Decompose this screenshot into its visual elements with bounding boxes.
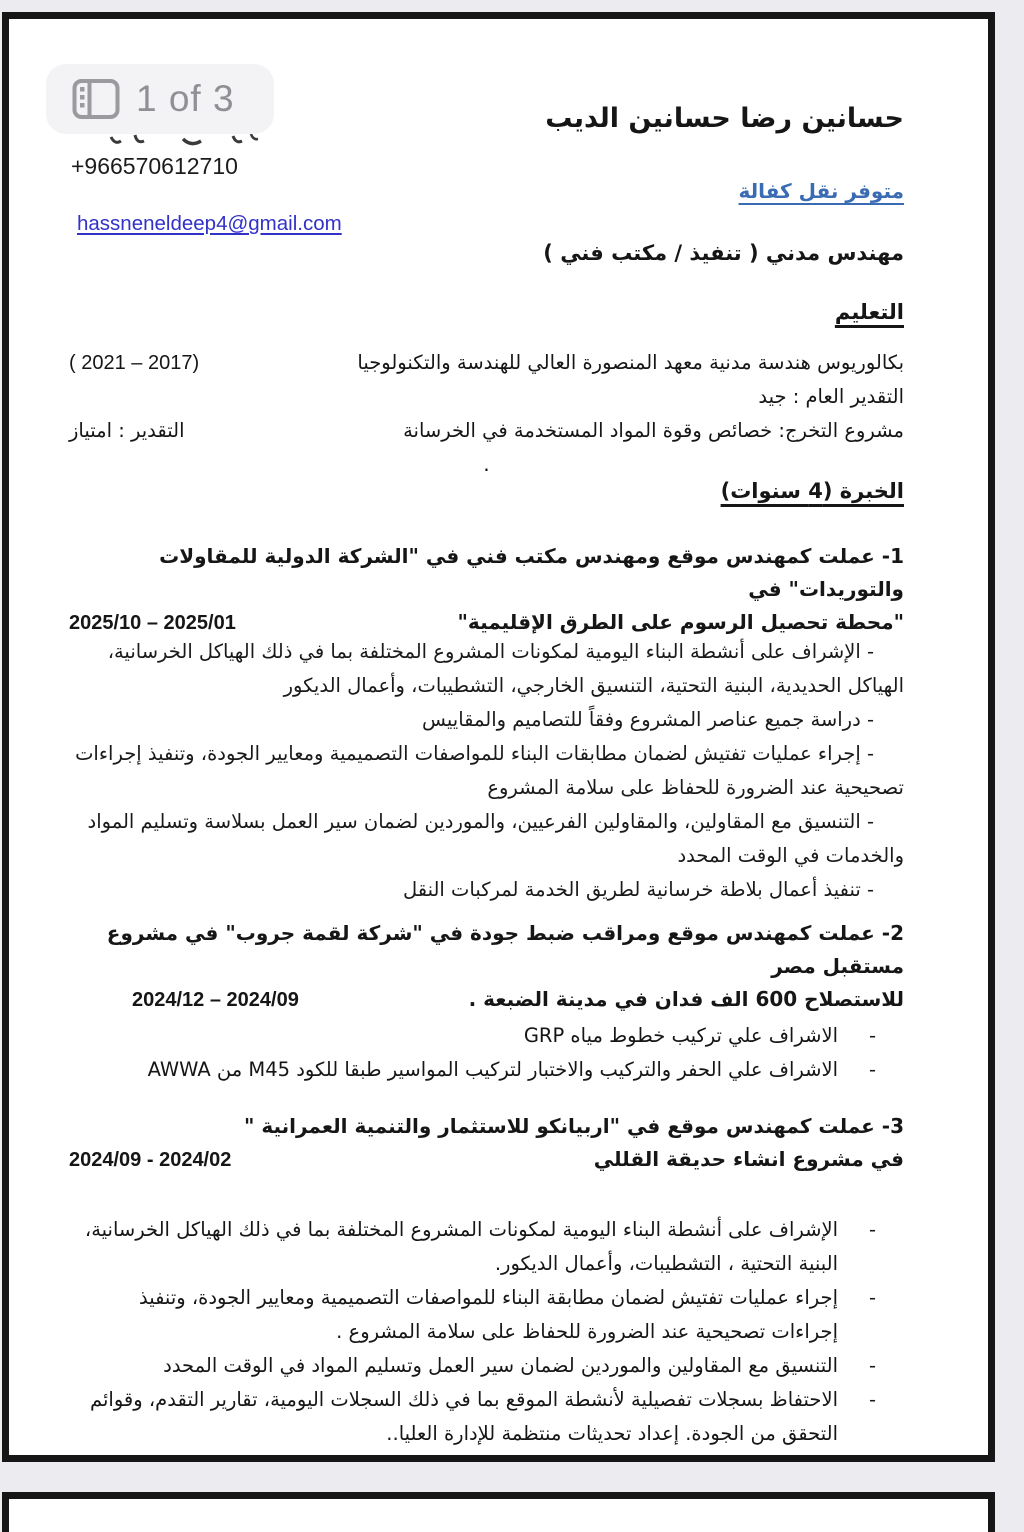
- job2-dates: 2024/12 – 2024/09: [132, 989, 299, 1011]
- job2-title: [69, 917, 904, 1017]
- job1-bullet: - تنفيذ أعمال بلاطة خرسانية لطريق الخدمة لمركبات النقل: [402, 878, 874, 901]
- page-indicator-label: 1 of 3: [136, 78, 235, 119]
- job3-title-line2: في مشروع انشاء حديقة القللي: [593, 1147, 904, 1171]
- job2-bullets: [69, 1019, 904, 1087]
- education-degree: بكالوريوس هندسة مدنية معهد المنصورة العالي للهندسة والتكنولوجيا: [357, 351, 904, 374]
- education-degree-row: [69, 346, 904, 380]
- job3-title-row2: [69, 1143, 904, 1177]
- bullet-dash: -: [868, 1218, 876, 1241]
- education-heading: التعليم: [834, 300, 904, 324]
- job3-bullet: الاحتفاظ بسجلات تفصيلية لأنشطة الموقع بما في ذلك السجلات اليومية، تقارير التقدم، وقوائم التحقق من الجودة. إعداد تحديثات منتظمة للإدارة العليا..: [90, 1388, 838, 1445]
- phone-number: +966570612710: [71, 153, 238, 179]
- bullet-dash: -: [868, 1388, 876, 1411]
- job1-bullet: - إجراء عمليات تفتيش لضمان مطابقات البناء للمواصفات التصميمية ومعايير الجودة، وتنفيذ إجراءات تصحيحية عند الضرورة للحفاظ على سلامة المشروع: [75, 742, 904, 799]
- bullet-dash: -: [868, 1024, 876, 1047]
- job1-bullet: - دراسة جميع عناصر المشروع وفقاً للتصاميم والمقاييس: [422, 708, 874, 731]
- education-trailing-dot: .: [483, 453, 490, 476]
- education-section: [69, 346, 904, 482]
- job2-bullet: الاشراف علي الحفر والتركيب والاختبار لتركيب المواسير طبقا للكود M45 من AWWA: [147, 1058, 838, 1081]
- job3-title: [69, 1110, 904, 1177]
- job3-bullet-row: [69, 1213, 904, 1281]
- job1-dates: 2025/10 – 2025/01: [69, 612, 236, 634]
- job2-bullet: الاشراف علي تركيب خطوط مياه GRP: [523, 1024, 838, 1047]
- job1-title-line2: "محطة تحصيل الرسوم على الطرق الإقليمية": [457, 610, 904, 634]
- candidate-job-title: مهندس مدني ( تنفيذ / مكتب فني ): [543, 241, 904, 265]
- job3-bullet: إجراء عمليات تفتيش لضمان مطابقة البناء للمواصفات التصميمية ومعايير الجودة، وتنفيذ إجراءات تصحيحية عند الضرورة للحفاظ على سلامة المشروع .: [138, 1286, 838, 1343]
- email-link[interactable]: hassneneldeep4@gmail.com: [77, 212, 342, 235]
- bullet-dash: -: [868, 1286, 876, 1309]
- job2-title-line2: للاستصلاح 600 الف فدان في مدينة الضبعة .: [468, 987, 904, 1011]
- job3-bullet-row: [69, 1383, 904, 1451]
- job3-bullets: [69, 1213, 904, 1451]
- job3-bullet-row: [69, 1281, 904, 1349]
- job2-title-line1: 2- عملت كمهندس موقع ومراقب ضبط جودة في "شركة لقمة جروب" في مشروع مستقبل مصر: [106, 921, 904, 978]
- sidebar-thumbnails-icon: [72, 78, 120, 120]
- page-indicator-pill[interactable]: [46, 64, 274, 134]
- education-project-row: [69, 414, 904, 448]
- education-grade: التقدير العام : جيد: [758, 385, 904, 408]
- bullet-dash: -: [868, 1354, 876, 1377]
- job3-title-line1: 3- عملت كمهندس موقع في "اربيانكو للاستثمار والتنمية العمرانية ": [243, 1114, 904, 1138]
- job1-bullet: - الإشراف على أنشطة البناء اليومية لمكونات المشروع المختلفة بما في ذلك الهياكل الخرسانية، الهياكل الحديدية، البنية التحتية، التنسيق الخارجي، التشطيبات، وأعمال الديكور: [107, 640, 904, 697]
- job2-bullet-row: [69, 1053, 904, 1087]
- bullet-dash: -: [868, 1058, 876, 1081]
- sponsorship-note: متوفر نقل كفالة: [738, 179, 904, 203]
- job1-title: [69, 540, 904, 640]
- job2-title-row2: [69, 983, 904, 1017]
- education-degree-dates: ( 2021 – 2017): [69, 352, 200, 374]
- job3-bullet: التنسيق مع المقاولين والموردين لضمان سير العمل وتسليم المواد في الوقت المحدد: [163, 1354, 838, 1377]
- candidate-name: حسانين رضا حسانين الديب: [545, 103, 904, 134]
- job3-bullet: الإشراف على أنشطة البناء اليومية لمكونات المشروع المختلفة بما في ذلك الهياكل الخرسانية، البنية التحتية ، التشطيبات، وأعمال الديكور.: [84, 1218, 838, 1275]
- document-page-1: [2, 12, 995, 1462]
- job3-dates: 2024/09 - 2024/02: [69, 1149, 232, 1171]
- job1-title-line1: 1- عملت كمهندس موقع ومهندس مكتب فني في "الشركة الدولية للمقاولات والتوريدات" في: [159, 544, 904, 601]
- job1-bullets: [69, 635, 904, 907]
- job1-bullet: - التنسيق مع المقاولين، والمقاولين الفرعيين، والموردين لضمان سير العمل بسلاسة وتسليم المواد والخدمات في الوقت المحدد: [87, 810, 904, 867]
- education-project: مشروع التخرج: خصائص وقوة المواد المستخدمة في الخرسانة: [403, 419, 904, 442]
- job2-bullet-row: [69, 1019, 904, 1053]
- job3-bullet-row: [69, 1349, 904, 1383]
- education-project-grade: التقدير : امتياز: [69, 419, 185, 442]
- document-page-2: [2, 1492, 995, 1532]
- experience-heading: الخبرة (4 سنوات): [720, 479, 904, 503]
